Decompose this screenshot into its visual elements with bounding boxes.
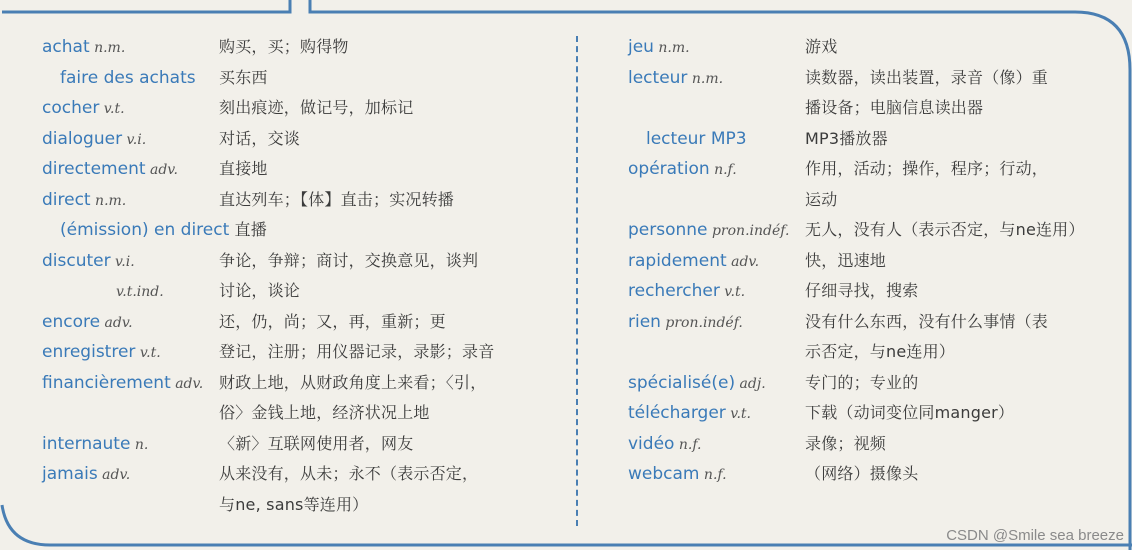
watermark: CSDN @Smile sea breeze [946, 527, 1124, 544]
headword [42, 368, 203, 399]
headword-text: encore [42, 311, 101, 332]
translation: 专门的；专业的 [805, 372, 919, 392]
headword [628, 459, 727, 490]
part-of-speech: adj. [735, 375, 766, 392]
headword [42, 307, 133, 338]
translation: 读数器，读出装置，录音（像）重 [805, 67, 1049, 87]
headword [628, 154, 737, 185]
headword-text: enregistrer [42, 342, 136, 362]
part-of-speech: n.f. [699, 467, 727, 483]
headword [628, 32, 690, 63]
headword [42, 337, 161, 368]
part-of-speech: v.i. [122, 131, 147, 148]
headword [628, 63, 723, 94]
part-of-speech: adv. [726, 253, 760, 270]
part-of-speech: n.m. [89, 40, 126, 56]
part-of-speech: v.t. [135, 345, 161, 361]
headword-text: financièrement [42, 372, 171, 393]
part-of-speech: v.t.ind. [116, 284, 164, 300]
translation: 示否定，与ne连用） [805, 342, 955, 361]
translation: 直播 [229, 220, 267, 239]
translation: 录像；视频 [805, 433, 887, 453]
headword-text: webcam [628, 464, 700, 484]
part-of-speech: n.m. [90, 192, 127, 209]
headword-text: internaute [42, 433, 131, 454]
part-of-speech: v.i. [110, 253, 135, 270]
translation: 游戏 [805, 37, 838, 56]
headword [60, 63, 196, 93]
translation: 财政上地，从财政角度上来看；〈引， [219, 372, 487, 392]
headword-text: (émission) en direct [60, 220, 230, 240]
translation: 〈新〉互联网使用者，网友 [219, 433, 414, 453]
translation: 买东西 [219, 67, 268, 87]
translation: 购买，买；购得物 [219, 37, 349, 56]
headword [42, 154, 178, 185]
part-of-speech: n. [130, 436, 149, 453]
headword [628, 276, 745, 307]
headword [42, 93, 125, 124]
headword-text: personne [628, 220, 708, 240]
headword-text: lecteur MP3 [646, 128, 747, 149]
headword-text: lecteur [628, 67, 688, 88]
headword [42, 459, 130, 490]
translation: 没有什么东西，没有什么事情（表 [805, 311, 1049, 331]
headword-text: rien [628, 311, 661, 332]
headword-text: discuter [42, 250, 111, 271]
headword-text: directement [42, 159, 146, 179]
headword-text: jamais [42, 464, 98, 484]
headword [628, 246, 759, 277]
headword-text: faire des achats [60, 67, 196, 88]
part-of-speech: adv. [170, 375, 204, 392]
headword-text: dialoguer [42, 128, 123, 149]
part-of-speech: adv. [100, 314, 133, 331]
headword [60, 215, 267, 245]
headword [628, 398, 751, 429]
headword-text: rapidement [628, 250, 727, 271]
part-of-speech: v.t. [725, 406, 752, 422]
headword [628, 215, 789, 246]
part-of-speech: v.t. [719, 284, 746, 300]
translation: 下载（动词变位同manger） [805, 403, 1015, 422]
translation: 仔细寻找，搜索 [805, 281, 919, 300]
translation: 运动 [805, 189, 838, 209]
translation: 对话，交谈 [219, 128, 301, 148]
part-of-speech: pron.indéf. [707, 223, 790, 239]
translation: 刻出痕迹，做记号，加标记 [219, 98, 414, 117]
part-of-speech: n.f. [709, 162, 737, 178]
headword-text: télécharger [628, 403, 726, 423]
translation: 直达列车；【体】直击；实况转播 [219, 189, 455, 209]
headword-text: direct [42, 189, 91, 210]
headword-text: achat [42, 37, 90, 57]
headword [646, 124, 747, 154]
headword-text: spécialisé(e) [628, 372, 736, 393]
headword [628, 429, 702, 460]
translation: 从来没有，从未；永不（表示否定， [219, 464, 479, 483]
translation: MP3播放器 [805, 128, 888, 148]
headword [42, 32, 125, 63]
headword [42, 124, 146, 155]
translation: 登记，注册；用仪器记录，录影；录音 [219, 342, 495, 361]
part-of-speech: n.m. [687, 70, 724, 87]
translation: 争论，争辩；商讨，交换意见，谈判 [219, 250, 479, 270]
translation: 俗〉金钱上地，经济状况上地 [219, 403, 430, 422]
translation: 作用，活动；操作，程序；行动， [805, 159, 1049, 178]
translation: 直接地 [219, 159, 268, 178]
part-of-speech: adv. [145, 162, 178, 178]
headword [116, 276, 164, 307]
headword [628, 307, 743, 338]
part-of-speech: adv. [97, 467, 131, 483]
headword-text: jeu [628, 37, 654, 57]
translation: 无人，没有人（表示否定，与ne连用） [805, 220, 1085, 239]
headword-text: vidéo [628, 433, 675, 454]
headword-text: cocher [42, 98, 100, 118]
headword-text: opération [628, 159, 710, 179]
part-of-speech: v.t. [99, 101, 125, 117]
part-of-speech: n.m. [653, 40, 690, 56]
translation: 快，迅速地 [805, 250, 887, 270]
part-of-speech: pron.indéf. [660, 314, 743, 331]
headword [42, 246, 135, 277]
column-divider [576, 36, 578, 526]
headword-text: rechercher [628, 281, 720, 301]
translation: 播设备；电脑信息读出器 [805, 98, 984, 117]
part-of-speech: n.f. [674, 436, 702, 453]
headword [42, 429, 148, 460]
translation: 与ne, sans等连用） [219, 494, 369, 514]
translation: 还，仍，尚；又，再，重新；更 [219, 311, 446, 331]
translation: （网络）摄像头 [805, 464, 919, 483]
translation: 讨论，谈论 [219, 281, 301, 300]
headword [628, 368, 766, 399]
headword [42, 185, 126, 216]
